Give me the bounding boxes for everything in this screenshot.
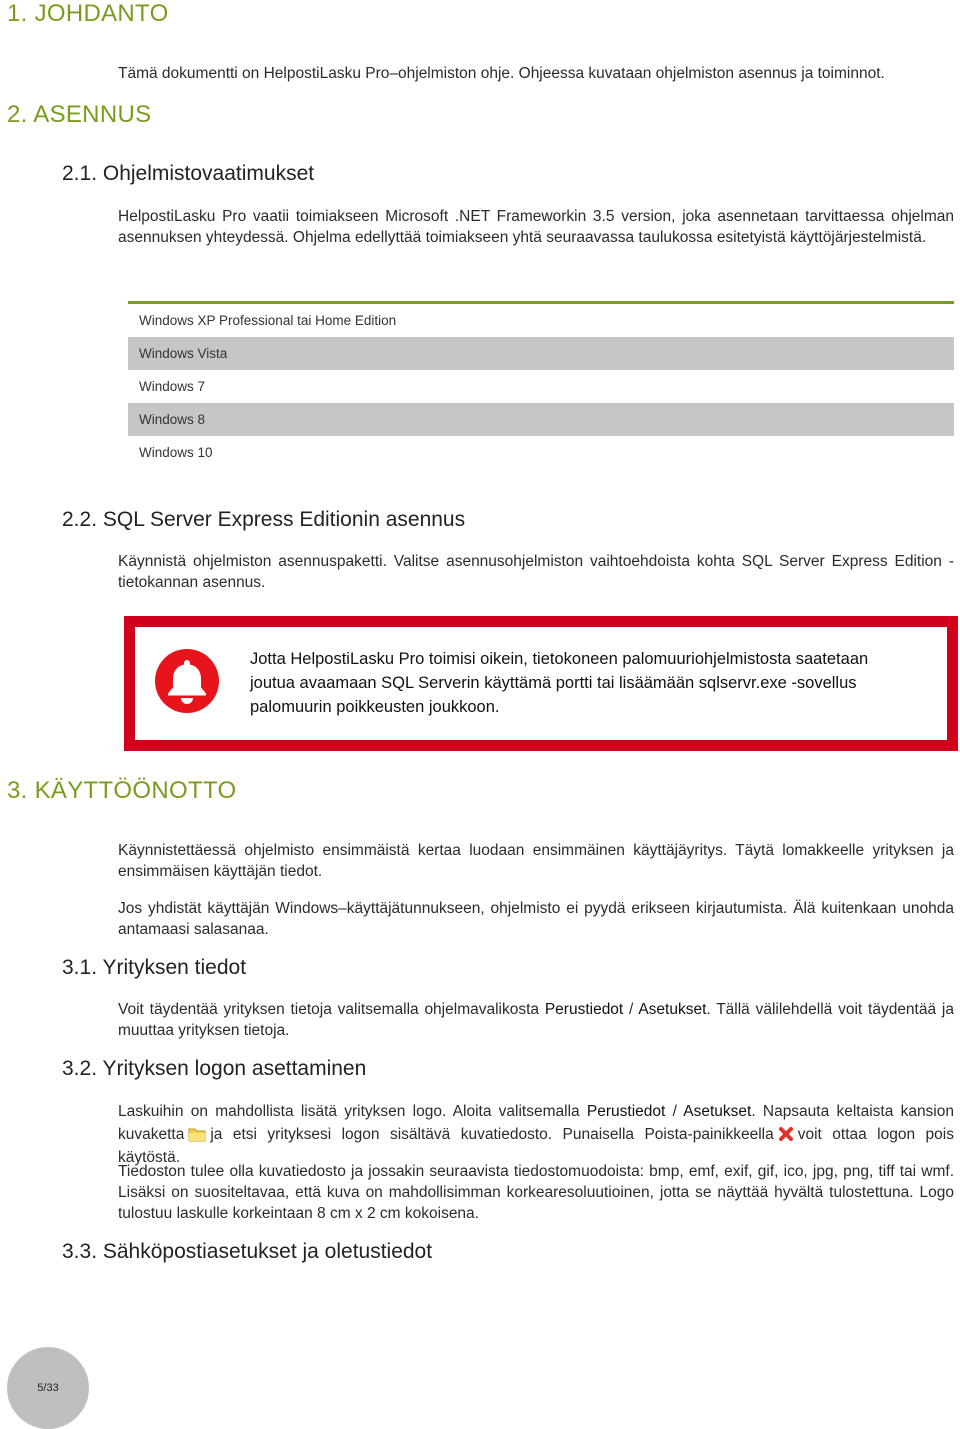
folder-icon <box>188 1126 206 1142</box>
subheading-yrityksen-tiedot: 3.1. Yrityksen tiedot <box>62 956 247 979</box>
alert-text: Jotta HelpostiLasku Pro toimisi oikein, tietokoneen palomuuriohjelmistosta saatetaan joutua avaamaan SQL Serverin käyttämä portti tai lisäämään sqlservr.exe -sovellus palomuurin poikkeusten joukkoon. <box>250 650 869 716</box>
page-number: 5/33 <box>7 1347 89 1429</box>
section-heading-kayttoonotto: 3. KÄYTTÖÖNOTTO <box>7 777 237 804</box>
menu-path-perustiedot: Perustiedot <box>544 1001 624 1018</box>
os-row: Windows 8 <box>128 403 954 436</box>
firewall-alert-box <box>124 616 958 751</box>
first-launch-paragraph: Käynnistettäessä ohjelmisto ensimmäistä kertaa luodaan ensimmäinen käyttäjäyritys. Täytä lomakkeelle yrityksen ja ensimmäisen käyttäjän tiedot. <box>118 842 954 880</box>
os-row: Windows 7 <box>139 379 206 394</box>
subheading-sql-server: 2.2. SQL Server Express Editionin asennus <box>62 508 466 531</box>
os-row: Windows XP Professional tai Home Edition <box>139 313 397 328</box>
os-table <box>128 301 954 469</box>
subheading-logon-asettaminen: 3.2. Yrityksen logon asettaminen <box>62 1057 367 1080</box>
os-row: Windows 10 <box>139 445 213 460</box>
intro-paragraph: Tämä dokumentti on HelpostiLasku Pro–ohjelmiston ohje. Ohjeessa kuvataan ohjelmiston asennus ja toiminnot. <box>118 65 885 82</box>
section-heading-asennus: 2. ASENNUS <box>7 101 152 128</box>
subheading-sahkopostiasetukset: 3.3. Sähköpostiasetukset ja oletustiedot <box>62 1240 433 1263</box>
file-format-paragraph: Tiedoston tulee olla kuvatiedosto ja jossakin seuraavista tiedostomuodoista: bmp, emf, exif, gif, ico, jpg, png, tiff tai wmf. Lisäksi on suositeltavaa, että kuva on mahdollisimman korkearesoluutioinen, jotta se näyttää hyvältä tulostettuna. Logo tulostuu laskulle korkeintaan 8 cm x 2 cm kokoisena. <box>118 1163 954 1222</box>
company-info-paragraph: Voit täydentää yrityksen tietoja valitsemalla ohjelmavalikosta Perustiedot / Asetukset. Tällä välilehdellä voit täydentää ja muuttaa yrityksen tietoja. <box>118 1001 954 1039</box>
section-heading-johdanto: 1. JOHDANTO <box>7 0 169 27</box>
sql-install-paragraph: Käynnistä ohjelmiston asennuspaketti. Valitse asennusohjelmiston vaihtoehdoista kohta SQL Server Express Edition - tietokannan asennus. <box>118 553 954 591</box>
subheading-ohjelmistovaatimukset: 2.1. Ohjelmistovaatimukset <box>62 162 315 185</box>
windows-login-paragraph: Jos yhdistät käyttäjän Windows–käyttäjätunnukseen, ohjelmisto ei pyydä erikseen kirjautumista. Älä kuitenkaan unohda antamaasi salasanaa. <box>118 900 954 938</box>
menu-path-asetukset: Asetukset <box>638 1001 707 1018</box>
menu-path-asetukset: Asetukset <box>683 1103 752 1120</box>
bell-icon <box>154 648 220 714</box>
red-x-icon <box>778 1126 794 1142</box>
menu-path-perustiedot: Perustiedot <box>586 1103 666 1120</box>
os-row: Windows Vista <box>128 337 954 370</box>
requirements-paragraph: HelpostiLasku Pro vaatii toimiakseen Microsoft .NET Frameworkin 3.5 version, joka asennetaan tarvittaessa ohjelman asennuksen yhteydessä. Ohjelma edellyttää toimiakseen yhtä seuraavassa taulukossa esitetyistä käyttöjärjestelmistä. <box>118 208 954 246</box>
logo-paragraph: Laskuihin on mahdollista lisätä yrityksen logo. Aloita valitsemalla Perustiedot / Asetukset. Napsauta keltaista kansion kuvaketta ja etsi yrityksesi logon sisältävä kuvatiedosto. Punaisella Poista-painikkeella voit ottaa logon pois käytöstä. <box>118 1103 954 1166</box>
